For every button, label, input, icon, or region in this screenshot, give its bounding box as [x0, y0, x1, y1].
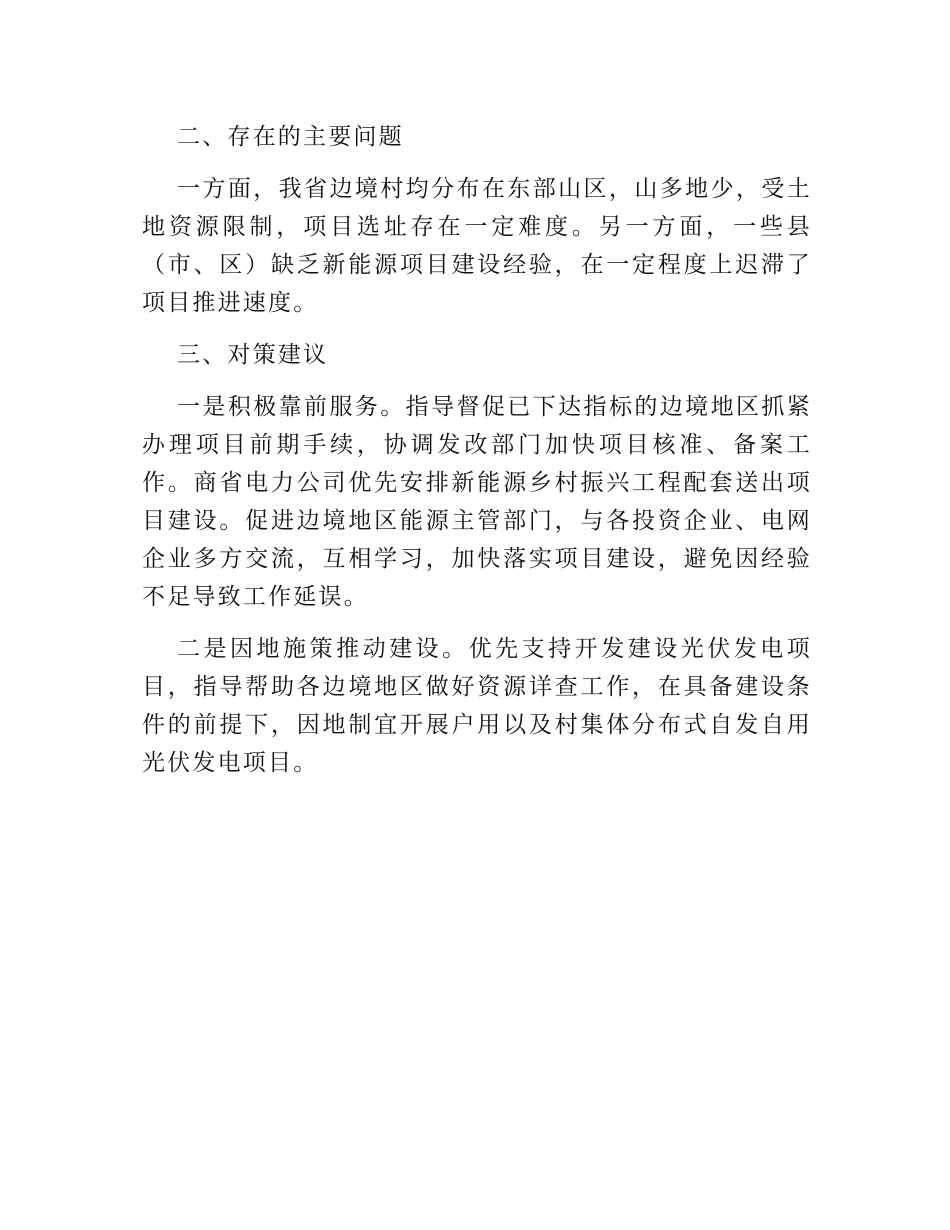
section-heading-suggestions: 三、对策建议 [177, 342, 329, 368]
section-heading-problems: 二、存在的主要问题 [177, 124, 404, 150]
paragraph-problems: 一方面，我省边境村均分布在东部山区，山多地少，受土地资源限制，项目选址存在一定难度。另一方面，一些县（市、区）缺乏新能源项目建设经验，在一定程度上迟滞了项目推进速度。 [142, 176, 812, 316]
paragraph-suggestion-1: 一是积极靠前服务。指导督促已下达指标的边境地区抓紧办理项目前期手续，协调发改部门加快项目核准、备案工作。商省电力公司优先安排新能源乡村振兴工程配套送出项目建设。促进边境地区能源主管部门，与各投资企业、电网企业多方交流，互相学习，加快落实项目建设，避免因经验不足导致工作延误。 [142, 394, 812, 610]
paragraph-suggestion-2: 二是因地施策推动建设。优先支持开发建设光伏发电项目，指导帮助各边境地区做好资源详查工作，在具备建设条件的前提下，因地制宜开展户用以及村集体分布式自发自用光伏发电项目。 [142, 636, 812, 776]
document-body [142, 118, 812, 796]
